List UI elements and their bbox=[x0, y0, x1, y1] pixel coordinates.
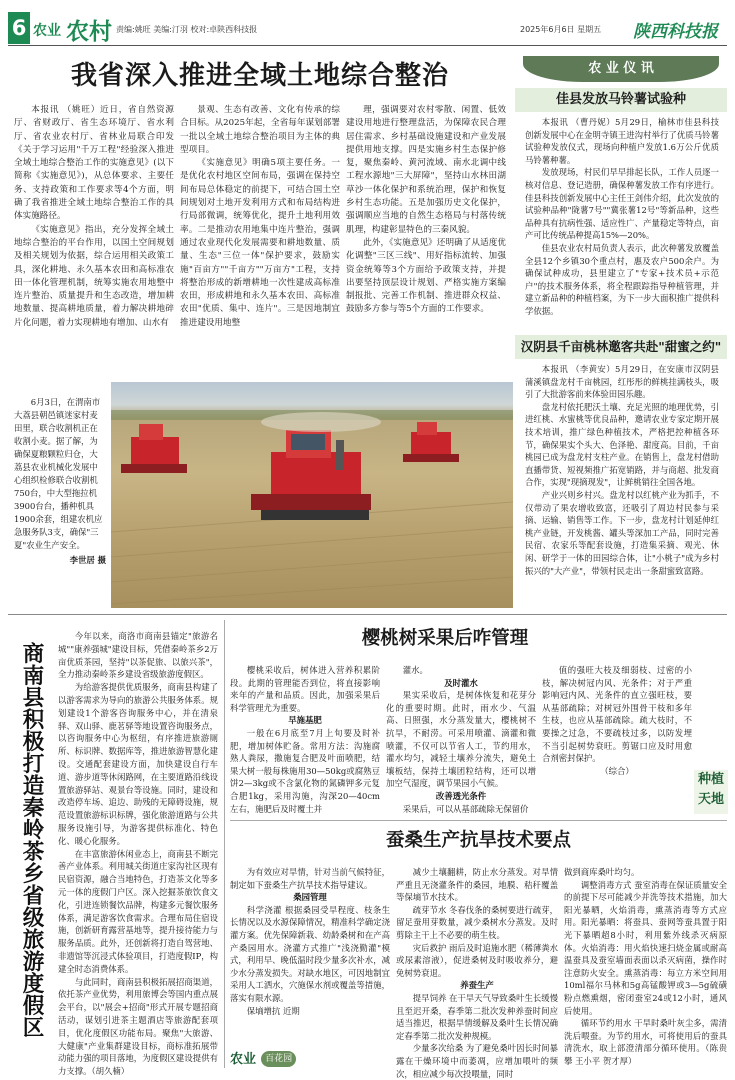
paragraph: 灌水。 bbox=[402, 665, 428, 675]
art4-col2 bbox=[396, 866, 558, 1079]
art2-body bbox=[58, 630, 218, 1077]
paragraph: 疏芽节水 冬春伐条的桑树要进行疏芽，留足蚕用芽数量，减少桑树水分蒸发。及时剪除主干上不必要的萌生枝。 bbox=[396, 904, 558, 940]
subheading: 桑园管理 bbox=[293, 892, 327, 903]
byline: （综合） bbox=[600, 765, 634, 776]
paragraph: 《实施意见》明确5项主要任务。一是优化农村地区空间布局，强调在保持空间布局总体稳定的前提下，可结合国土空间规划对土地开发利用方式和布局结构进行局部微调，统筹优化，提升土地利用效率。二是推动农用地集中连片整治，强调通过农业现代化发展需要和耕地数量、质量、生态"三位一体"保护要求，鼓励实施"百亩方""千亩方""万亩方"工程，支持将整治形成的新增耕地一次性建成高标准农田，形成耕地和永久基本农田、高标准农田"优质、集中、连片"。三是因地制宜推进建设用地整 bbox=[180, 158, 340, 328]
paragraph: 本报讯 （姚旺）近日，省自然资源厅、省财政厅、省生态环境厅、省水利厅、省农业农村厅、省林业局联合印发《关于学习运用"千万工程"经验深入推进全域土地综合整治工作的实施意见》(以下简称《实施意见》)，从总体要求、主要任务、支持政策和工作要求等4个方面，明确了我省推进全域土地综合整治工作的具体实施路径。 bbox=[14, 105, 174, 222]
combine-harvester-icon bbox=[403, 422, 459, 462]
art1-col3 bbox=[346, 104, 506, 376]
photo-credit: 李世居 摄 bbox=[69, 555, 106, 565]
harvest-photo bbox=[111, 382, 513, 608]
paragraph: 调整消毒方式 蚕室消毒在保证质量安全的前提下尽可能减少并洗等技术措施，加大阳光暴晒，火焰消毒，熏蒸消毒等方式应用。阳光暴晒：将蚕具、蚕网等蚕具置于阳光下暴晒超8小时，利用紫外线杀灭病原体。火焰消毒：用火焰快速扫烧金属或耐高温蚕具及蚕室墙面表面以杀灭病菌，操作时注意防火安全。熏蒸消毒：每立方米空间用10ml福尔马林和5g高锰酸钾或3—5g硫磺粉点燃熏烟，密闭蚕室24或12小时，通风后使用。 bbox=[564, 879, 727, 1016]
paragraph: 采果后，可以从基部疏除无保留价 bbox=[402, 803, 529, 814]
sidebar-header: 农 业 仪 讯 bbox=[523, 56, 719, 82]
headline-shangnan-tourism: 商南县积极打造秦岭茶乡省级旅游度假区 bbox=[19, 642, 44, 1038]
sidebar-news bbox=[515, 52, 727, 608]
sidebar-a-title: 佳县发放马铃薯试验种 bbox=[515, 88, 727, 112]
headline-silkworm-drought: 蚕桑生产抗旱技术要点 bbox=[385, 830, 571, 851]
paragraph: 减少土壤翻耕，防止水分蒸发。对旱情严重且无浇灌条件的桑园，地膜、秸秆覆盖等保墒节水技术。 bbox=[396, 867, 558, 903]
paragraph: 一般在6月底至7月上旬要及时补肥，增加树体贮备。常用方法：沟施腐熟人粪尿，撒施复合肥及叶面喷肥，结果大树一般每株施用30—50kg或腐熟豆饼2—3kg或不含氯化物的氮磷钾多元复合肥1kg，采用沟施，沟深20—40cm左右，施肥后及时覆土并 bbox=[230, 727, 380, 814]
paragraph: 《实施意见》指出，充分发挥全域土地综合整治的平台作用，以国土空间规划及相关规划为依据，综合运用相关政策工具，深化耕地、永久基本农田和高标准农田一体化管理机制，统筹实施农用地整中连片整治、质量提升和生态改造，增加耕地数量、提高耕地质量，着力解决耕地碎片化问题，着力实现耕地有增加、山水有 bbox=[14, 224, 174, 328]
page-number: 6 bbox=[8, 12, 30, 44]
section-label-agri bbox=[230, 1048, 304, 1072]
sidebar-a-body bbox=[525, 116, 719, 326]
caption-text: 6月3日，在渭南市大荔县朝邑镇迷家村麦田里，联合收割机正在收割小麦。据了解，为确保夏粮颗粒归仓，大荔县农业机械化发展中心组织检修联合收割机750台，中大型拖拉机3900台台，播种机具1900余套，组建农机应急服务队3支，确保"三夏"农业生产安全。 bbox=[14, 397, 103, 550]
divider bbox=[224, 620, 225, 1068]
paragraph: 少量多次给桑 为了避免桑叶因长时间暴露在干燥环境中而萎凋，应增加喂叶的频次，相应减少每次投喂量，同时 bbox=[396, 1043, 558, 1079]
section-tag: 农业 bbox=[33, 23, 61, 39]
art3-col3 bbox=[542, 664, 692, 814]
masthead bbox=[8, 12, 727, 46]
sidebar-b-body bbox=[525, 363, 719, 607]
paragraph: 发放现场，村民们早早排起长队，工作人员逐一核对信息、登记造册，确保种薯发放工作有序进行。佳县科技创新发展中心主任王剑伟介绍，此次发放的试验种品种"陇薯7号""冀张薯12号"等新品种，这些品种具有抗病性强、适应性广、产量稳定等特点，亩产可比传统品种提高15%—20%。 bbox=[525, 167, 719, 241]
paragraph: 本报讯 （李黄安）5月29日，在安康市汉阴县蒲溪镇盘龙村千亩桃园，红彤彤的鲜桃挂满枝头，吸引了大批游客前来体验田园乐趣。 bbox=[525, 364, 719, 400]
paragraph: 与此同时，商南县积极拓展招商渠道，依托茶产业优势，利用旅博会等国内重点展会平台，以"展会+招商"形式开展专题招商活动，谋划引进茶主题酒店等旅游配套项目，优化度假区功能布局。聚焦"大旅游、大健康"产业集群建设目标，商标准拓展带动能力强的项目落地，为度假区建设提供有力支撑。（胡久楠） bbox=[58, 976, 218, 1077]
art1-col2 bbox=[180, 104, 340, 376]
paragraph: 产业兴则乡村兴。盘龙村以红桃产业为抓手，不仅带动了果农增收致富，还吸引了周边村民参与采摘、运输、销售等工作。下一步，盘龙村计划延伸红桃产业链，开发桃酱、罐头等深加工产品，同时完善民宿、农家乐等配套设施，打造集采摘、观光、休闲、研学于一体的田园综合体，让"小桃子"成为乡村振兴的"大产业"，带领村民走出一条甜蜜致富路。 bbox=[525, 489, 719, 576]
paragraph: 灾后救护 雨后及时追施水肥（稀薄粪水或尿素溶液），促进桑树及时吸收养分，避免树势衰退。 bbox=[396, 942, 558, 978]
photo-caption bbox=[14, 396, 106, 606]
subheading: 早施基肥 bbox=[288, 715, 322, 726]
paragraph: 保墒增抗 近期 bbox=[246, 1005, 300, 1016]
paper-name: 陕西科技报 bbox=[633, 22, 718, 42]
subheading: 养蚕生产 bbox=[460, 980, 494, 991]
art4-col3 bbox=[564, 866, 727, 1070]
subheading: 改善透光条件 bbox=[435, 790, 487, 801]
paragraph: 佳县农业农村局负责人表示，此次种薯发放覆盖全县12个乡镇30个重点村，惠及农户500余户。为确保试种成功，县里建立了"专家+技术员+示范户"的技术服务体系，将全程跟踪指导种植管理，并建立新品种的种植档案，为下一步大面积推广提供科学依据。 bbox=[525, 242, 719, 316]
paragraph: 今年以来，商洛市商南县锚定"旅游名城""康养强城"建设目标，凭借秦岭茶乡2万亩优质茶园，坚持"以茶促旅、以旅兴茶"，全力推动秦岭茶乡建设省级旅游度假区。 bbox=[58, 631, 218, 680]
art3-col2 bbox=[386, 664, 536, 814]
paragraph: 理，强调要对农村零散、闲置、低效建设用地进行整理盘活，为保障农民合理居住需求、乡村基础设施建设和产业发展提供用地支撑。四是实施乡村生态保护修复，聚焦秦岭、黄河流域、南水北调中线工程水源地"三大屏障"，坚持山水林田湖草沙一体化保护和系统治理，保护和恢复乡村生态功能。五是加强历史文化保护，强调顺应当地的自然生态格局与村落传统肌理，构建彰显特色的三秦风貌。 bbox=[346, 105, 506, 235]
paragraph: 景观、生态有改善、文化有传承的综合目标。从2025年起，全省每年谋划部署一批以全域土地综合整治项目为主体的典型项目。 bbox=[180, 105, 340, 155]
section-title: 农村 bbox=[66, 19, 112, 45]
paragraph: 值的强旺大枝及细弱枝、过密的小枝，解决树冠内风、光条件；对于严重影响冠内风、光条件的直立强旺枝，要从基部疏除；对树冠外围骨干枝和多年生枝，也应从基部疏除。疏大枝时，不要操之过急，不要疏枝过多，以防发埋不当引起树势衰旺。剪锯口应及时用愈合剂密封保护。 bbox=[542, 665, 692, 764]
agri-label: 农业 bbox=[230, 1052, 257, 1067]
paragraph: 樱桃采收后，树体进入营养积累阶段。此期的管理能否到位，将直接影响来年的产量和品质。因此，加强采果后科学管理尤为重要。 bbox=[230, 665, 380, 713]
paragraph: 科学浇灌 根据桑园受旱程度、枝条生长情况以及水源保障情况，精准科学确定浇灌方案。优先保障新栽、幼龄桑树和在产高产桑园用水。浇灌方式推广"浅浇勤灌"模式，利用早、晚低温时段少量多次补水，减少水分蒸发损失。对缺水地区，可因地制宜采用人工洒水，穴施保水剂或覆盖等措施，落实有限水源。 bbox=[230, 904, 390, 1003]
paragraph: 盘龙村依托肥沃土壤、充足光照的地理优势，引进红桃、水蜜桃等优良品种，邀请农业专家定期开展技术培训，推广绿色种植技术，严格把控种植各环节，确保果实个头大、色泽艳、甜度高。目前，千亩桃园已成为盘龙村支柱产业。在销售上，盘龙村借助直播带货、短视频推广拓宽销路，并与商超、批发商合作，实现"现摘现发"，让鲜桃销往全国各地。 bbox=[525, 401, 719, 488]
editor-credits: 责编:姚旺 美编:汀羽 校对:卓陕西科技报 bbox=[116, 25, 258, 34]
paragraph: 为有效应对旱情，针对当前气候特征，制定如下蚕桑生产抗旱技术指导建议。 bbox=[230, 867, 390, 890]
harvest-scene-illustration bbox=[111, 382, 513, 608]
section-label-planting: 种植天地 bbox=[694, 770, 728, 814]
divider bbox=[230, 820, 727, 821]
art3-col1 bbox=[230, 664, 380, 814]
subheading: 及时灌水 bbox=[444, 677, 478, 688]
art1-col1 bbox=[14, 104, 174, 376]
divider bbox=[8, 614, 727, 615]
paragraph: 此外，《实施意见》还明确了从适度优化调整"三区三线"、用好指标流转、加强资金统筹等3个方面给予政策支持，并提出要坚持顶层设计规划、严格实施方案编制报批、完善工作机制、推进群众权益、鼓励多方参与等5个方面的工作要求。 bbox=[346, 237, 506, 315]
paragraph: 做到商库桑叶均匀。 bbox=[564, 867, 640, 877]
headline-cherry-management: 樱桃树采果后咋管理 bbox=[361, 628, 529, 649]
paragraph: 本报讯 （曹丹妮）5月29日，榆林市佳县科技创新发展中心在金明寺镇王进沟村举行了优质马铃薯试验种发放仪式，现场向种植户发放1.6万公斤优质马铃薯种薯。 bbox=[525, 117, 719, 165]
paragraph: 在丰富旅游休闲业态上，商南县不断完善产业体系。利用城关街道庄家沟社区现有民宿资源，融合当地特色，打造茶文化等多元一体的度假门户区。深入挖掘茶旅饮食文化，引进连锁餐饮品牌，构建多元餐饮服务体系，满足游客饮食需求。合理布局住宿设施，创新研育露营基地等，提升接待能力与服务品质。此外，还创新将打造自驾营地、非遗馆等沉浸式体验项目，打造度假IP，构建全时态消费体系。 bbox=[58, 848, 218, 974]
paragraph: 果实采收后，是树体恢复和花芽分化的重要时期。此时，雨水少、气温高、日照强，水分蒸发量大，樱桃树不抗旱，不耐涝。可采用喷灌、滴灌和微喷灌，不仅可以节省人工，节约用水，灌水均匀，减轻土壤养分流失，避免土壤板结，保持土壤团粒结构，还可以增加空气湿度，调节果园小气候。 bbox=[386, 690, 536, 789]
paragraph: 循环节约用水 干旱时桑叶灰尘多，需清洗后喂蚕。为节约用水，可将使用后的蚕具清洗水，取上部澄清部分循环使用。（陈贵攀 王小平 贺才厚） bbox=[564, 1018, 727, 1066]
garden-label: 百花园 bbox=[261, 1051, 296, 1067]
issue-date: 2025年6月6日 星期五 bbox=[520, 25, 602, 34]
headline-land-consolidation: 我省深入推进全域土地综合整治 bbox=[70, 61, 449, 91]
sidebar-b-title: 汉阴县千亩桃林邀客共赴"甜蜜之约" bbox=[515, 335, 727, 359]
combine-harvester-icon bbox=[251, 430, 371, 520]
combine-harvester-icon bbox=[121, 424, 187, 473]
paragraph: 提早饲养 在干旱天气导致桑叶生长缓慢且至迟开桑，春季第二批次发种养蚕时间应适当推迟，根据旱情缓解及桑叶生长情况确定春季第二批次发种规模。 bbox=[396, 992, 558, 1041]
art4-col1 bbox=[230, 866, 390, 1070]
paragraph: 为给游客提供优质服务，商南县构建了以游客需求为导向的旅游公共服务体系。规划建设1个游客咨询服务中心，并在清泉驿、双山驿、鹿茗驿等地设置咨询服务点，以咨询服务中心为枢纽，有序推进旅游厕所、标识牌、数据库等，推进旅游智慧化建设。交通配套建设方面，加快建设自行车道、游步道等休闲路网，在主要道路沿线设置旅游驿站、观景台等设施。同时，建设和改造停车场、追边、助残的无障碍设施，规范设置旅游标识标牌，强化旅游道路与公共服务设施引导，为游客提供标准化、特色化、暖心化服务。 bbox=[58, 682, 218, 846]
